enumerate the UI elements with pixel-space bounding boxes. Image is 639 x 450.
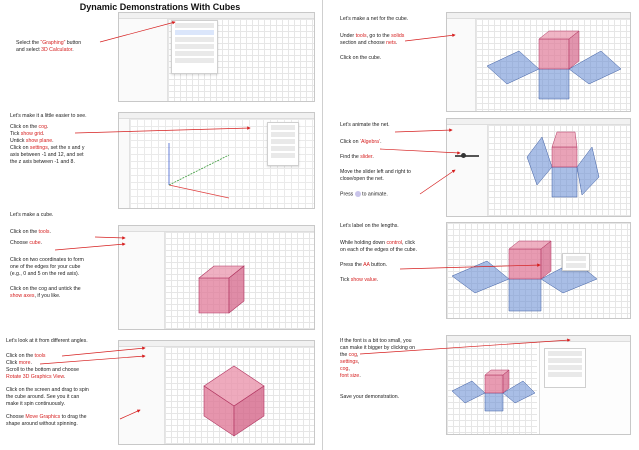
screenshot-cube <box>118 225 315 330</box>
left-step-2: Let’s make it a little easier to see. Click on the cog. Tick show grid. Untick show plane. Click on settings, set the x and y axis between -1 and 12, and set the z axis between -1 and 8. <box>10 113 87 165</box>
right-step-2: Let’s animate the net. Click on ‘Algebra’. Find the slider. Move the slider left and right to close/open the net. Press to animate. <box>340 122 411 198</box>
small-net-shape <box>447 356 539 426</box>
cube-shape <box>189 258 269 328</box>
left-step-3: Let’s make a cube. Click on the tools. Choose cube. Click on two coordinates to form one of the edges for your cube (e.g., 0 and 5 on the red axis). Click on the cog and untick the show axes, if you like. <box>10 212 84 299</box>
left-step-4: Let’s look at it from different angles. Click on the tools Click more. Scroll to the bottom and choose Rotate 3D Graphics View. Click on the screen and drag to spin the cube around. See you it can make it spin continuously. Choose Move Graphics to drag the shape around without spinning. <box>6 338 89 427</box>
rotated-cube-shape <box>194 361 274 441</box>
settings-menu <box>267 122 299 166</box>
cube-net-shape <box>477 21 627 109</box>
screenshot-net <box>446 12 631 112</box>
folding-net-shape <box>507 127 607 215</box>
screenshot-settings <box>118 112 315 209</box>
right-step-3: Let’s label on the lengths. While holding down control, click on each of the edges of the cube. Press the AA button. Tick show value. <box>340 223 418 283</box>
slider-track[interactable] <box>455 155 479 157</box>
screenshot-graphing-menu <box>118 12 315 102</box>
column-divider <box>322 0 323 450</box>
play-button-icon <box>355 191 361 197</box>
screenshot-rotate <box>118 340 315 445</box>
graphing-dropdown <box>171 20 218 74</box>
right-step-4: If the font is a bit too small, you can make it bigger by clicking on the cog, settings, cog, font size. Save your demonstration. <box>340 338 415 400</box>
page-title: Dynamic Demonstrations With Cubes <box>79 2 241 12</box>
screenshot-animate <box>446 118 631 217</box>
labelled-net-shape <box>447 231 630 316</box>
right-step-1: Let’s make a net for the cube. Under tools, go to the solids section and choose nets. Click on the cube. <box>340 16 409 61</box>
left-step-1: Select the “Graphing” button and select 3D Calculator. <box>16 40 82 53</box>
settings-panel <box>539 342 630 434</box>
slider-handle[interactable] <box>461 153 466 158</box>
label-style-popup <box>562 253 590 271</box>
screenshot-font-size <box>446 335 631 435</box>
screenshot-labels <box>446 222 631 319</box>
